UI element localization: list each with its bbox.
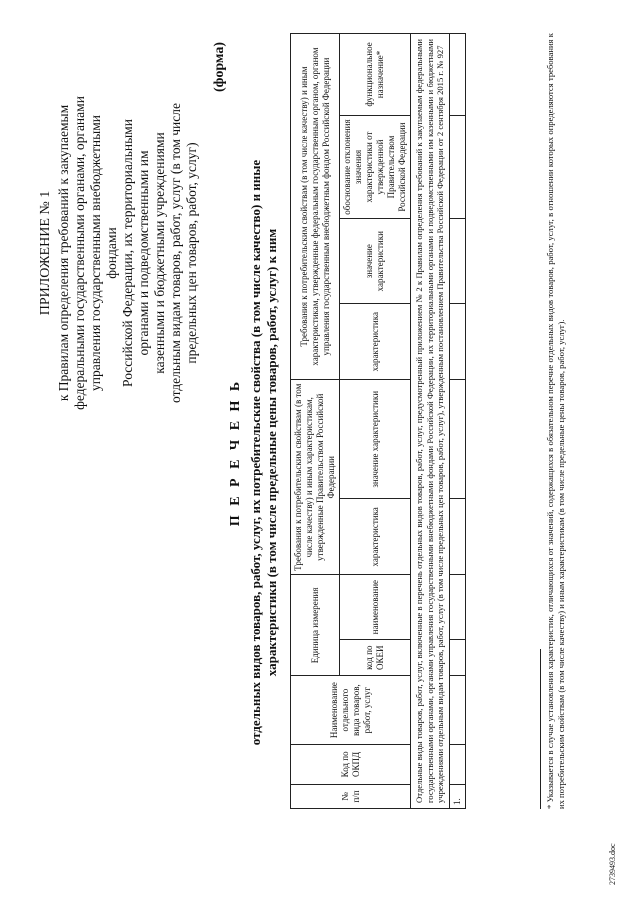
table-cell [449, 219, 465, 304]
header-cell-okpd: Код по ОКПД [291, 744, 411, 784]
table-header-row [291, 34, 340, 809]
table-note-row [411, 34, 450, 809]
appendix-line: органами и подведомственными им [136, 150, 151, 356]
appendix-number: ПРИЛОЖЕНИЕ № 1 [38, 190, 53, 316]
requirements-table [290, 33, 466, 809]
document-subtitle: отдельных видов товаров, работ, услуг, их потребительские свойства (в том числе качество) и иные характеристики (в том числе предельные цены товаров, работ, услуг) к ним [248, 159, 279, 746]
appendix-line: казенными и бюджетными учреждениями [152, 132, 167, 374]
appendix-line: управления государственными внебюджетными фондами [88, 115, 119, 391]
header-cell-item-name: Наименование отдельного вида товаров, работ, услуг [291, 676, 411, 744]
appendix-line: федеральными государственными органами, органами [72, 96, 87, 410]
table-cell [449, 115, 465, 218]
header-cell-deviation-justification: обоснование отклонения значения характеристики от утвержденной Правительством Российской Федерации [340, 115, 411, 218]
header-cell-gov-requirements: Требования к потребительским свойствам (в том числе качеству) и иным характеристикам, утвержденные Правительством Российской Федерации [291, 380, 340, 575]
appendix-line: предельных цен товаров, работ, услуг) [184, 142, 199, 364]
table-cell [449, 744, 465, 784]
header-cell-gov-characteristic: характеристика [340, 499, 411, 575]
table-cell [449, 34, 465, 116]
header-cell-body-value: значение характеристики [340, 219, 411, 304]
table-cell [449, 380, 465, 499]
appendix-line: Российской Федерации, их территориальными [120, 119, 135, 387]
header-cell-number: № п/п [291, 784, 411, 808]
header-cell-body-requirements: Требования к потребительским свойствам (в том числе качеству) и иным характеристикам, утвержденные федеральным государственным органом, органом управления государственным внебюджетным фондом Российской Федерации [291, 34, 340, 380]
header-cell-functional-purpose: функциональное назначение* [340, 34, 411, 116]
table-note-text: Отдельные виды товаров, работ, услуг, включенные в перечень отдельных видов товаров, работ, услуг, предусмотренный приложением № 2 к Правилам определения требований к закупаемым федеральными государственными органами, органами управления государственными внебюджетными фондами Российской Федерации, их территориальными органами и подведомственными им казенными и бюджетными учреждениями отдельным видам товаров, работ, услуг (в том числе предельных цен товаров, работ, услуг), утвержденным постановлением Правительства Российской Федерации от 2 сентября 2015 г. № 927 [411, 34, 450, 809]
document-reference: 2739493.doc [608, 843, 617, 885]
header-cell-unit-name: наименование [340, 575, 411, 640]
form-label: (форма) [212, 42, 227, 93]
table-cell [449, 639, 465, 675]
document-title: П Е Р Е Ч Е Н Ь [228, 378, 243, 527]
table-row [449, 34, 465, 809]
header-cell-unit: Единица измерения [291, 575, 340, 676]
appendix-line: отдельным видам товаров, работ, услуг (в том числе [168, 103, 183, 403]
table-cell [449, 304, 465, 380]
header-cell-gov-value: значение характеристики [340, 380, 411, 499]
header-cell-body-characteristic: характеристика [340, 304, 411, 380]
table-cell [449, 575, 465, 640]
row-number: 1. [449, 784, 465, 808]
table-cell [449, 499, 465, 575]
appendix-header [38, 88, 200, 418]
appendix-line: к Правилам определения требований к закупаемым [56, 104, 71, 402]
requirements-table-wrapper [290, 33, 466, 809]
footnote-divider [540, 649, 541, 809]
table-cell [449, 676, 465, 744]
footnote: * Указывается в случае установления характеристик, отличающихся от значений, содержащихся в обязательном перечне отдельных видов товаров, работ, услуг, в отношении которых определяются требования к их потребительским свойствам (в том числе качеству) и иным характеристикам (в том числе предельные цены товаров, работ, услуг). [545, 33, 566, 809]
header-cell-okei-code: код по ОКЕИ [340, 639, 411, 675]
